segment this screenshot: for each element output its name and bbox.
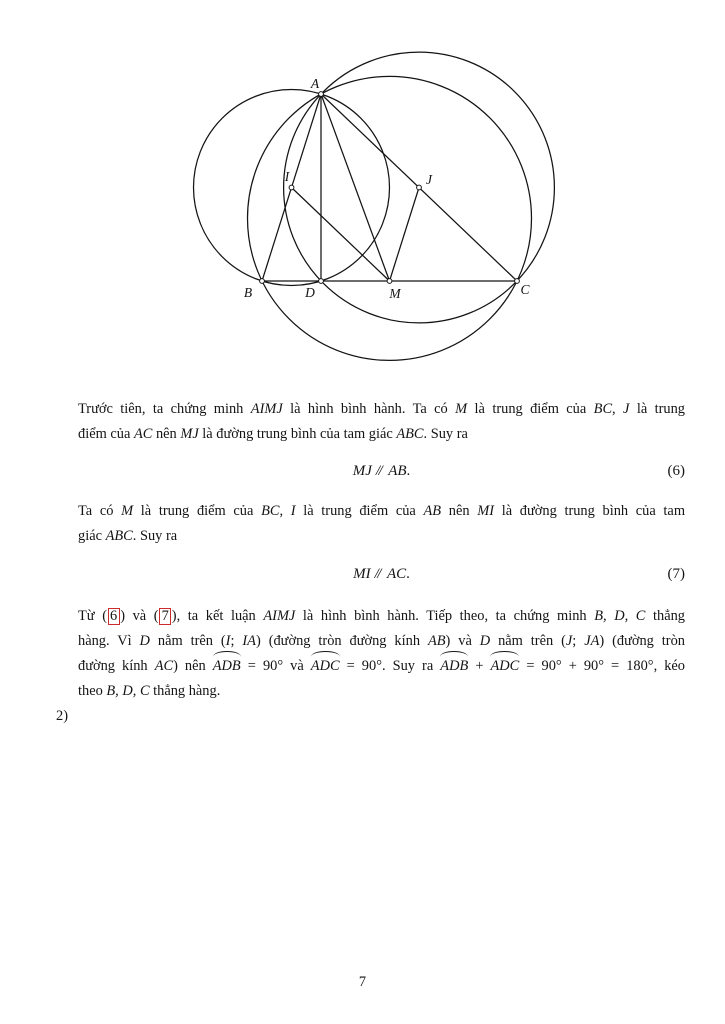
equation-7-body: MI // AC. <box>353 566 410 582</box>
math-run: D <box>139 633 150 649</box>
point-C <box>515 279 520 284</box>
widehat-angle: ADB <box>213 654 241 679</box>
math-run: ABC <box>396 426 424 442</box>
point-I <box>289 185 294 190</box>
math-run: JA <box>584 633 600 649</box>
text-line: điểm của AC nên MJ là đường trung bình của tam giác ABC. Suy ra <box>78 426 468 442</box>
math-run: MI <box>477 503 495 519</box>
point-A <box>319 92 324 97</box>
widehat-angle: ADC <box>490 654 519 679</box>
math-run: J <box>623 401 630 417</box>
text-line: Trước tiên, ta chứng minh AIMJ là hình bình hành. Ta có M là trung điểm của BC, J là trung <box>78 401 685 417</box>
text-line: Ta có M là trung điểm của BC, I là trung điểm của AB nên MI là đường trung bình của tam <box>78 503 686 519</box>
equation-6-body: MJ // AB. <box>352 463 411 479</box>
label-B: B <box>243 285 253 300</box>
label-J: J <box>426 172 432 187</box>
math-run: AC <box>133 426 153 442</box>
label-D: D <box>305 285 315 300</box>
eq-ref-7[interactable]: ( 7 ) <box>153 608 177 624</box>
math-run: M <box>455 401 468 417</box>
math-run: ABC <box>105 528 133 544</box>
text-line: đường kính AC) nên ADB = 90° và ADC = 90°. Suy ra ADB + ADC = 90° + 90° = 180°, kéo <box>78 654 685 679</box>
paragraph-1 <box>78 397 685 447</box>
math-run: AC <box>386 566 407 582</box>
equation-7-number: (7) <box>667 566 685 582</box>
label-A: A <box>310 76 320 91</box>
math-run: AC <box>154 658 174 674</box>
text-line: hàng. Vì D nằm trên (I; IA) (đường tròn đường kính AB) và D nằm trên (J; JA) (đường tròn <box>78 633 685 649</box>
label-C: C <box>520 282 530 297</box>
geometry-figure <box>145 38 575 373</box>
label-M: M <box>389 286 401 301</box>
math-run: M <box>121 503 134 519</box>
math-run: B, D, C <box>106 683 150 699</box>
point-J <box>417 185 422 190</box>
equation-6-number: (6) <box>667 463 685 479</box>
point-M <box>387 279 392 284</box>
equation-7 <box>78 562 685 587</box>
math-run: MJ <box>180 426 199 442</box>
math-run: I <box>225 633 231 649</box>
eq-ref-6[interactable]: ( 6 ) <box>102 608 125 624</box>
paragraph-2 <box>78 499 685 549</box>
math-run: B, D, C <box>594 608 646 624</box>
math-run: MI <box>353 566 371 582</box>
segment-JM <box>390 188 420 282</box>
eq-ref-box[interactable]: 7 <box>159 608 171 625</box>
label-I: I <box>284 169 290 184</box>
point-B <box>260 279 265 284</box>
page-number: 7 <box>358 974 367 990</box>
math-run: AIMJ <box>263 608 296 624</box>
parallel-symbol: // <box>375 463 382 479</box>
widehat-angle: ADB <box>440 654 468 679</box>
segment-AM <box>321 94 390 281</box>
math-run: AB <box>427 633 446 649</box>
paragraph-3 <box>78 604 685 704</box>
parallel-symbol: // <box>374 566 380 582</box>
point-D <box>319 279 324 284</box>
math-run: AB <box>388 463 407 479</box>
math-run: AIMJ <box>250 401 283 417</box>
equation-6 <box>78 459 685 484</box>
math-run: I <box>290 503 296 519</box>
eq-ref-box[interactable]: 6 <box>108 608 120 625</box>
text-line: Từ ( 6 ) và ( 7 ), ta kết luận AIMJ là hình bình hành. Tiếp theo, ta chứng minh B, D, C thẳng <box>78 608 685 624</box>
math-run: BC <box>261 503 280 519</box>
circumcircle-ABC <box>248 76 532 360</box>
math-run: AB <box>423 503 442 519</box>
list-item-2-label: 2) <box>56 708 68 724</box>
widehat-angle: ADC <box>311 654 340 679</box>
math-run: BC <box>593 401 613 417</box>
segment-IM <box>292 188 390 282</box>
text-line: giác ABC. Suy ra <box>78 528 178 544</box>
text-line: theo B, D, C thẳng hàng. <box>78 683 221 699</box>
math-run: D <box>479 633 491 649</box>
math-run: IA <box>242 633 256 649</box>
math-run: MJ <box>352 463 372 479</box>
math-run: J <box>565 633 573 649</box>
